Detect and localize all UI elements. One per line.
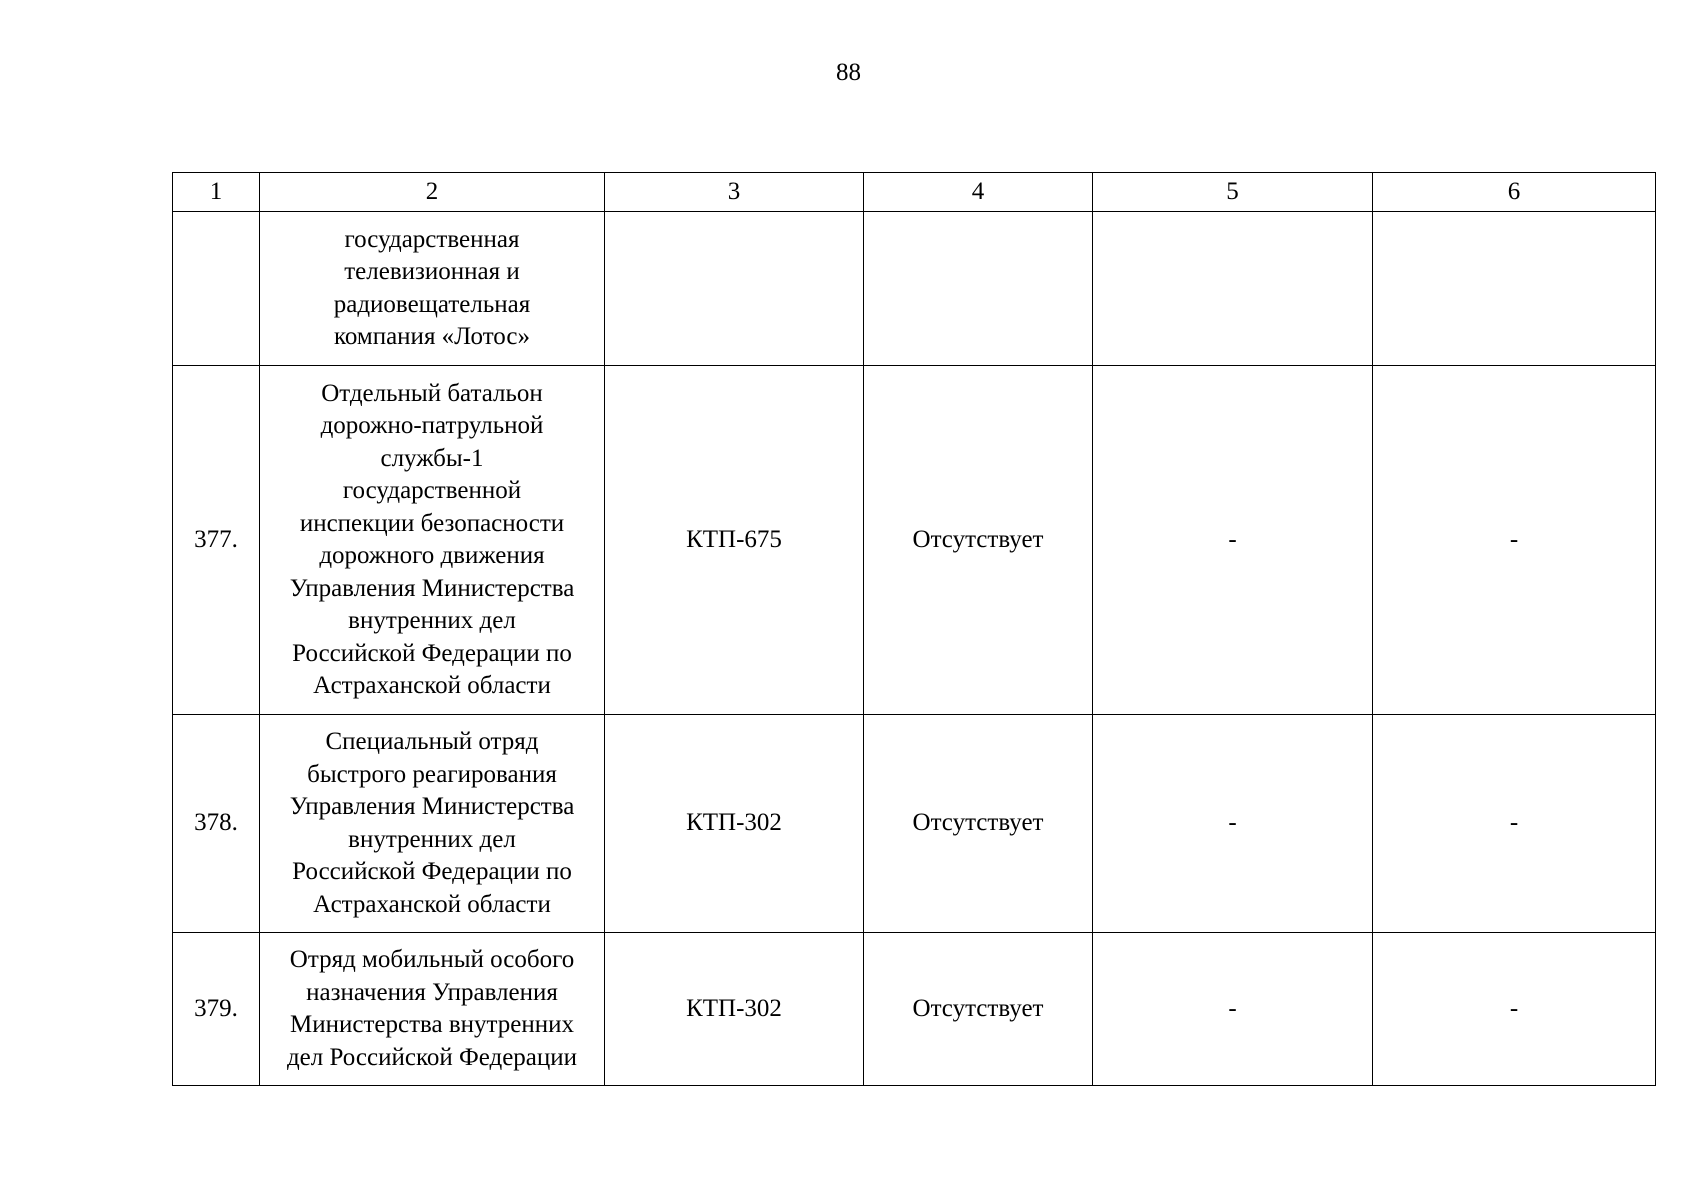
organization-name-line: Астраханской области bbox=[313, 890, 551, 918]
organization-name-line: государственная bbox=[344, 225, 520, 253]
organization-name-line: Специальный отряд bbox=[325, 728, 539, 755]
organization-name-line: быстрого реагирования bbox=[307, 760, 557, 788]
table-row bbox=[173, 366, 1656, 715]
column-6-cell: - bbox=[1373, 366, 1656, 715]
organization-name-line: Российской Федерации по bbox=[292, 858, 572, 885]
organization-name-line: Астраханской области bbox=[313, 672, 551, 699]
organization-name-line: дорожного движения bbox=[319, 542, 545, 569]
column-header: 3 bbox=[605, 173, 864, 212]
column-4-cell bbox=[864, 212, 1093, 366]
table-row bbox=[173, 933, 1656, 1086]
data-table bbox=[172, 172, 1656, 1086]
column-header: 5 bbox=[1093, 173, 1373, 212]
row-number-cell: 377. bbox=[173, 366, 260, 715]
organization-name-line: радиовещательная bbox=[333, 290, 531, 318]
table-header-row bbox=[173, 173, 1656, 212]
column-5-cell: - bbox=[1093, 933, 1373, 1086]
organization-name-line: Российской Федерации по bbox=[292, 639, 572, 667]
substation-cell: КТП-675 bbox=[605, 366, 864, 715]
organization-name-line: компания «Лотос» bbox=[333, 323, 531, 350]
organization-name-line: службы-1 bbox=[380, 444, 484, 472]
column-header: 4 bbox=[864, 173, 1093, 212]
organization-name-line: Отдельный батальон bbox=[321, 379, 543, 407]
organization-name-cell bbox=[260, 212, 605, 366]
organization-name-line: государственной bbox=[342, 477, 522, 504]
organization-name-line: телевизионная и bbox=[344, 258, 520, 285]
column-4-cell: Отсутствует bbox=[864, 715, 1093, 933]
organization-name-line: внутренних дел bbox=[348, 607, 516, 634]
column-4-cell: Отсутствует bbox=[864, 366, 1093, 715]
column-5-cell bbox=[1093, 212, 1373, 366]
organization-name-line: дел Российской Федерации bbox=[286, 1043, 578, 1071]
column-5-cell: - bbox=[1093, 715, 1373, 933]
organization-name-line: Управления Министерства bbox=[289, 793, 575, 820]
organization-name-line: Министерства внутренних bbox=[290, 1011, 574, 1038]
organization-name-cell bbox=[260, 366, 605, 715]
organization-name-line: инспекции безопасности bbox=[299, 509, 565, 537]
organization-name-cell bbox=[260, 715, 605, 933]
column-header: 6 bbox=[1373, 173, 1656, 212]
organization-name-line: назначения Управления bbox=[306, 978, 558, 1006]
column-5-cell: - bbox=[1093, 366, 1373, 715]
row-number-cell bbox=[173, 212, 260, 366]
substation-cell bbox=[605, 212, 864, 366]
organization-name-line: дорожно-патрульной bbox=[320, 412, 544, 439]
organization-name-line: внутренних дел bbox=[348, 825, 516, 853]
column-6-cell: - bbox=[1373, 933, 1656, 1086]
organization-name-cell bbox=[260, 933, 605, 1086]
substation-cell: КТП-302 bbox=[605, 933, 864, 1086]
table-row bbox=[173, 715, 1656, 933]
column-6-cell bbox=[1373, 212, 1656, 366]
column-4-cell: Отсутствует bbox=[864, 933, 1093, 1086]
row-number-cell: 378. bbox=[173, 715, 260, 933]
row-number-cell: 379. bbox=[173, 933, 260, 1086]
substation-cell: КТП-302 bbox=[605, 715, 864, 933]
column-6-cell: - bbox=[1373, 715, 1656, 933]
organization-name-line: Отряд мобильный особого bbox=[289, 946, 575, 973]
column-header: 2 bbox=[260, 173, 605, 212]
organization-name-line: Управления Министерства bbox=[289, 574, 575, 602]
table-row bbox=[173, 212, 1656, 366]
column-header: 1 bbox=[173, 173, 260, 212]
page-number: 88 bbox=[836, 59, 861, 86]
